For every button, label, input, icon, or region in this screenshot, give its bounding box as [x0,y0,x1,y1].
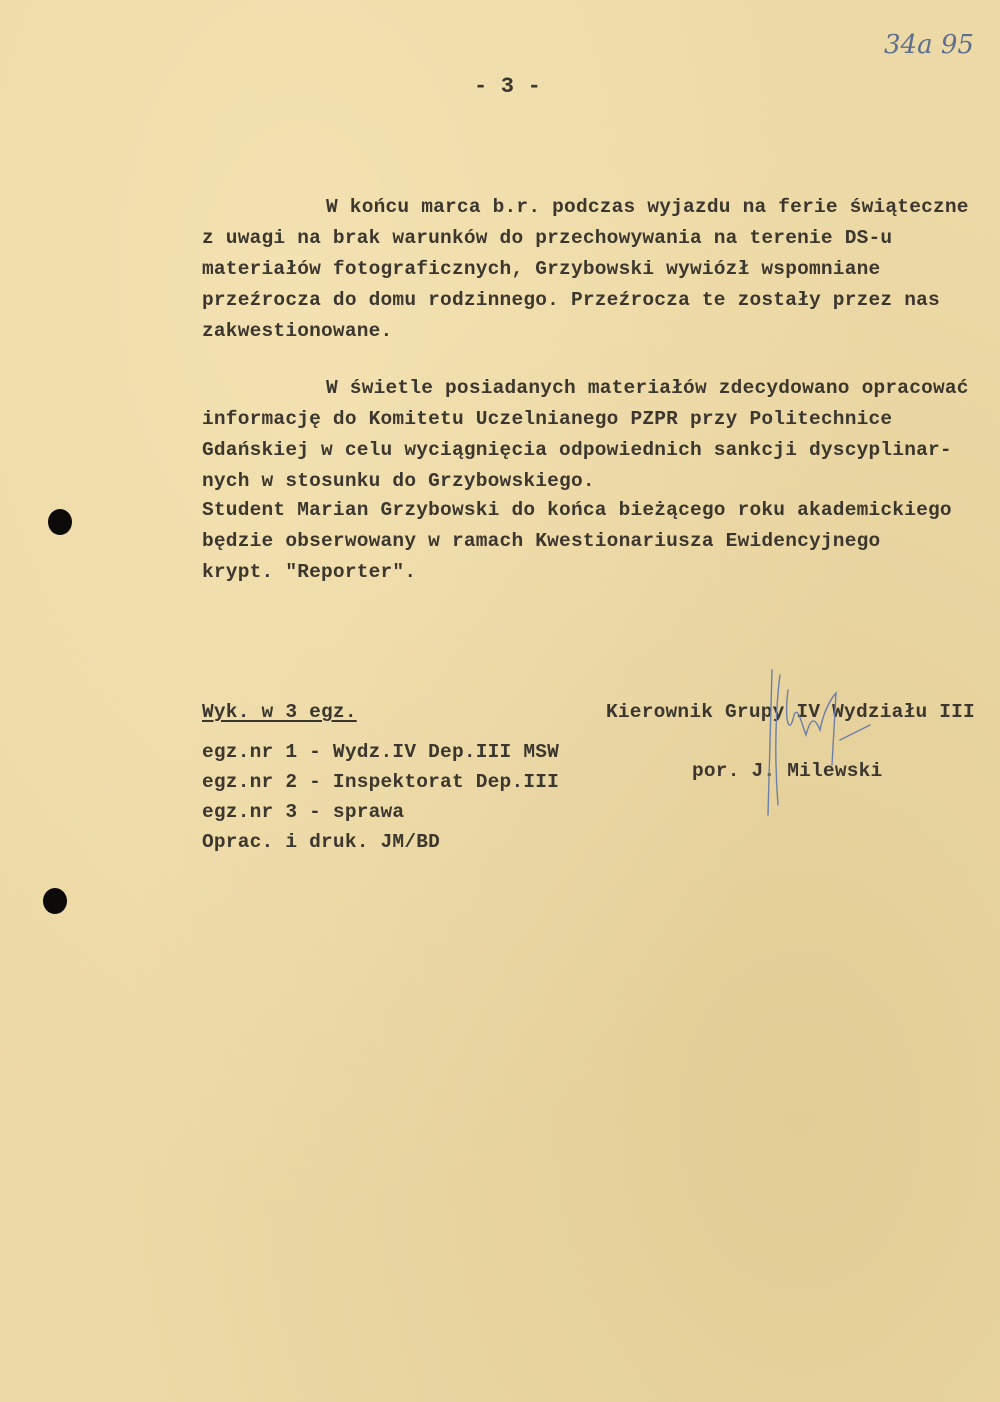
signatory-title: Kierownik Grupy IV Wydziału III [606,701,975,723]
paragraph2-line5: Student Marian Grzybowski do końca bieżącego roku akademickiego [202,499,952,521]
handwritten-signature [750,665,890,825]
copy-item-1: egz.nr 1 - Wydz.IV Dep.III MSW [202,741,560,763]
copy-item-3: egz.nr 3 - sprawa [202,801,405,823]
archive-annotation: 34a 95 [884,30,974,60]
paragraph1-line3: materiałów fotograficznych, Grzybowski wywiózł wspomniane [202,258,881,280]
punch-hole-bottom [43,888,67,914]
prepared-by: Oprac. i druk. JM/BD [202,831,441,853]
paragraph2-line6: będzie obserwowany w ramach Kwestionariusza Ewidencyjnego [202,530,881,552]
paragraph2-line3: Gdańskiej w celu wyciągnięcia odpowiednich sankcji dyscyplinar- [202,439,952,461]
copy-item-2: egz.nr 2 - Inspektorat Dep.III [202,771,560,793]
paragraph2-line1: W świetle posiadanych materiałów zdecydowano opracować [326,377,969,399]
punch-hole-top [48,509,72,535]
copies-heading: Wyk. w 3 egz. [202,701,357,723]
page-number: - 3 - [474,74,542,99]
paragraph2-line4: nych w stosunku do Grzybowskiego. [202,470,595,492]
signatory-name: por. J. Milewski [692,760,883,782]
paragraph1-line4: przeźrocza do domu rodzinnego. Przeźrocza te zostały przez nas [202,289,940,311]
paragraph1-line5: zakwestionowane. [202,320,393,342]
paragraph2-line2: informację do Komitetu Uczelnianego PZPR przy Politechnice [202,408,893,430]
paragraph1-line1: W końcu marca b.r. podczas wyjazdu na ferie świąteczne [326,196,969,218]
paragraph2-line7: krypt. "Reporter". [202,561,417,583]
paragraph1-line2: z uwagi na brak warunków do przechowywania na terenie DS-u [202,227,893,249]
